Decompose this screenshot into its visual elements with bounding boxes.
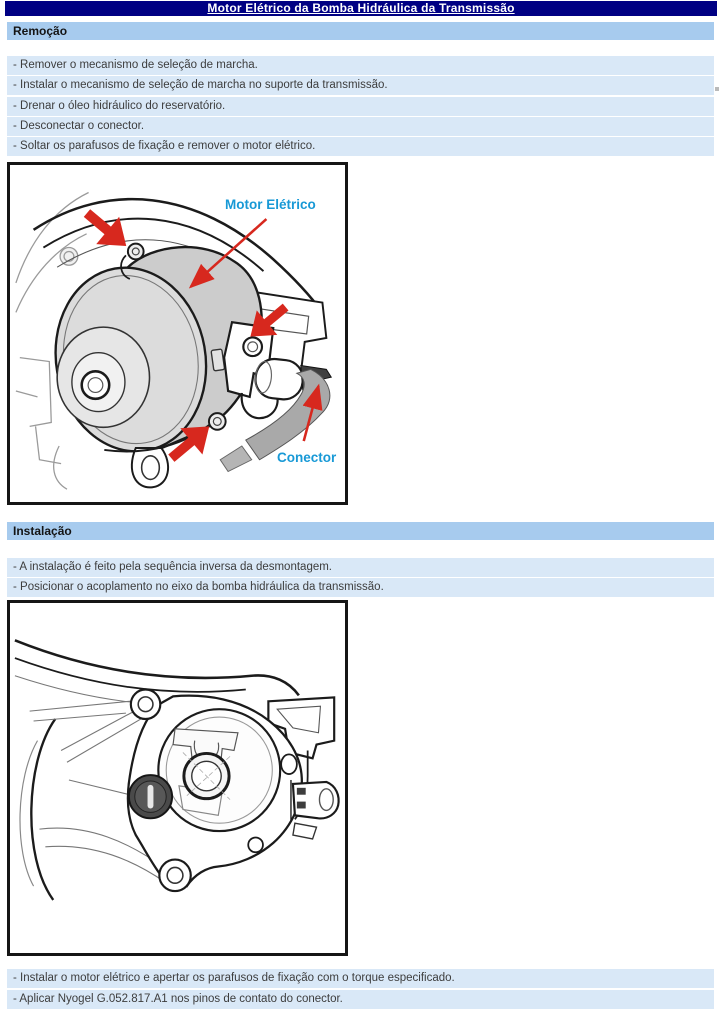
instruction-row: - Remover o mecanismo de seleção de marcha. bbox=[7, 56, 714, 75]
page-title-text: Motor Elétrico da Bomba Hidráulica da Transmissão bbox=[207, 1, 515, 15]
instruction-row: - A instalação é feito pela sequência inversa da desmontagem. bbox=[7, 558, 714, 577]
instruction-row: - Posicionar o acoplamento no eixo da bomba hidráulica da transmissão. bbox=[7, 578, 714, 597]
section-header-installation: Instalação bbox=[7, 522, 714, 540]
instruction-row: - Desconectar o conector. bbox=[7, 117, 714, 136]
instruction-row: - Instalar o motor elétrico e apertar os parafusos de fixação com o torque especificado. bbox=[7, 969, 714, 988]
pump-shaft-hub bbox=[183, 752, 230, 799]
instruction-row: - Drenar o óleo hidráulico do reservatório. bbox=[7, 97, 714, 116]
figure-label-motor: Motor Elétrico bbox=[225, 197, 316, 212]
connector bbox=[291, 780, 339, 839]
instruction-row: - Soltar os parafusos de fixação e remover o motor elétrico. bbox=[7, 137, 714, 156]
bell-housing-arcs bbox=[20, 719, 55, 900]
figure-label-connector: Conector bbox=[277, 450, 337, 465]
installation-illustration bbox=[10, 603, 345, 953]
figure-removal bbox=[7, 162, 348, 505]
instruction-row: - Aplicar Nyogel G.052.817.A1 nos pinos de contato do conector. bbox=[7, 990, 714, 1009]
page-title bbox=[5, 1, 717, 16]
figure-installation bbox=[7, 600, 348, 956]
section-header-removal: Remoção bbox=[7, 22, 714, 40]
page-edge-artifact bbox=[715, 87, 719, 91]
coupling-plug bbox=[129, 775, 172, 818]
instruction-row: - Instalar o mecanismo de seleção de marcha no suporte da transmissão. bbox=[7, 76, 714, 95]
